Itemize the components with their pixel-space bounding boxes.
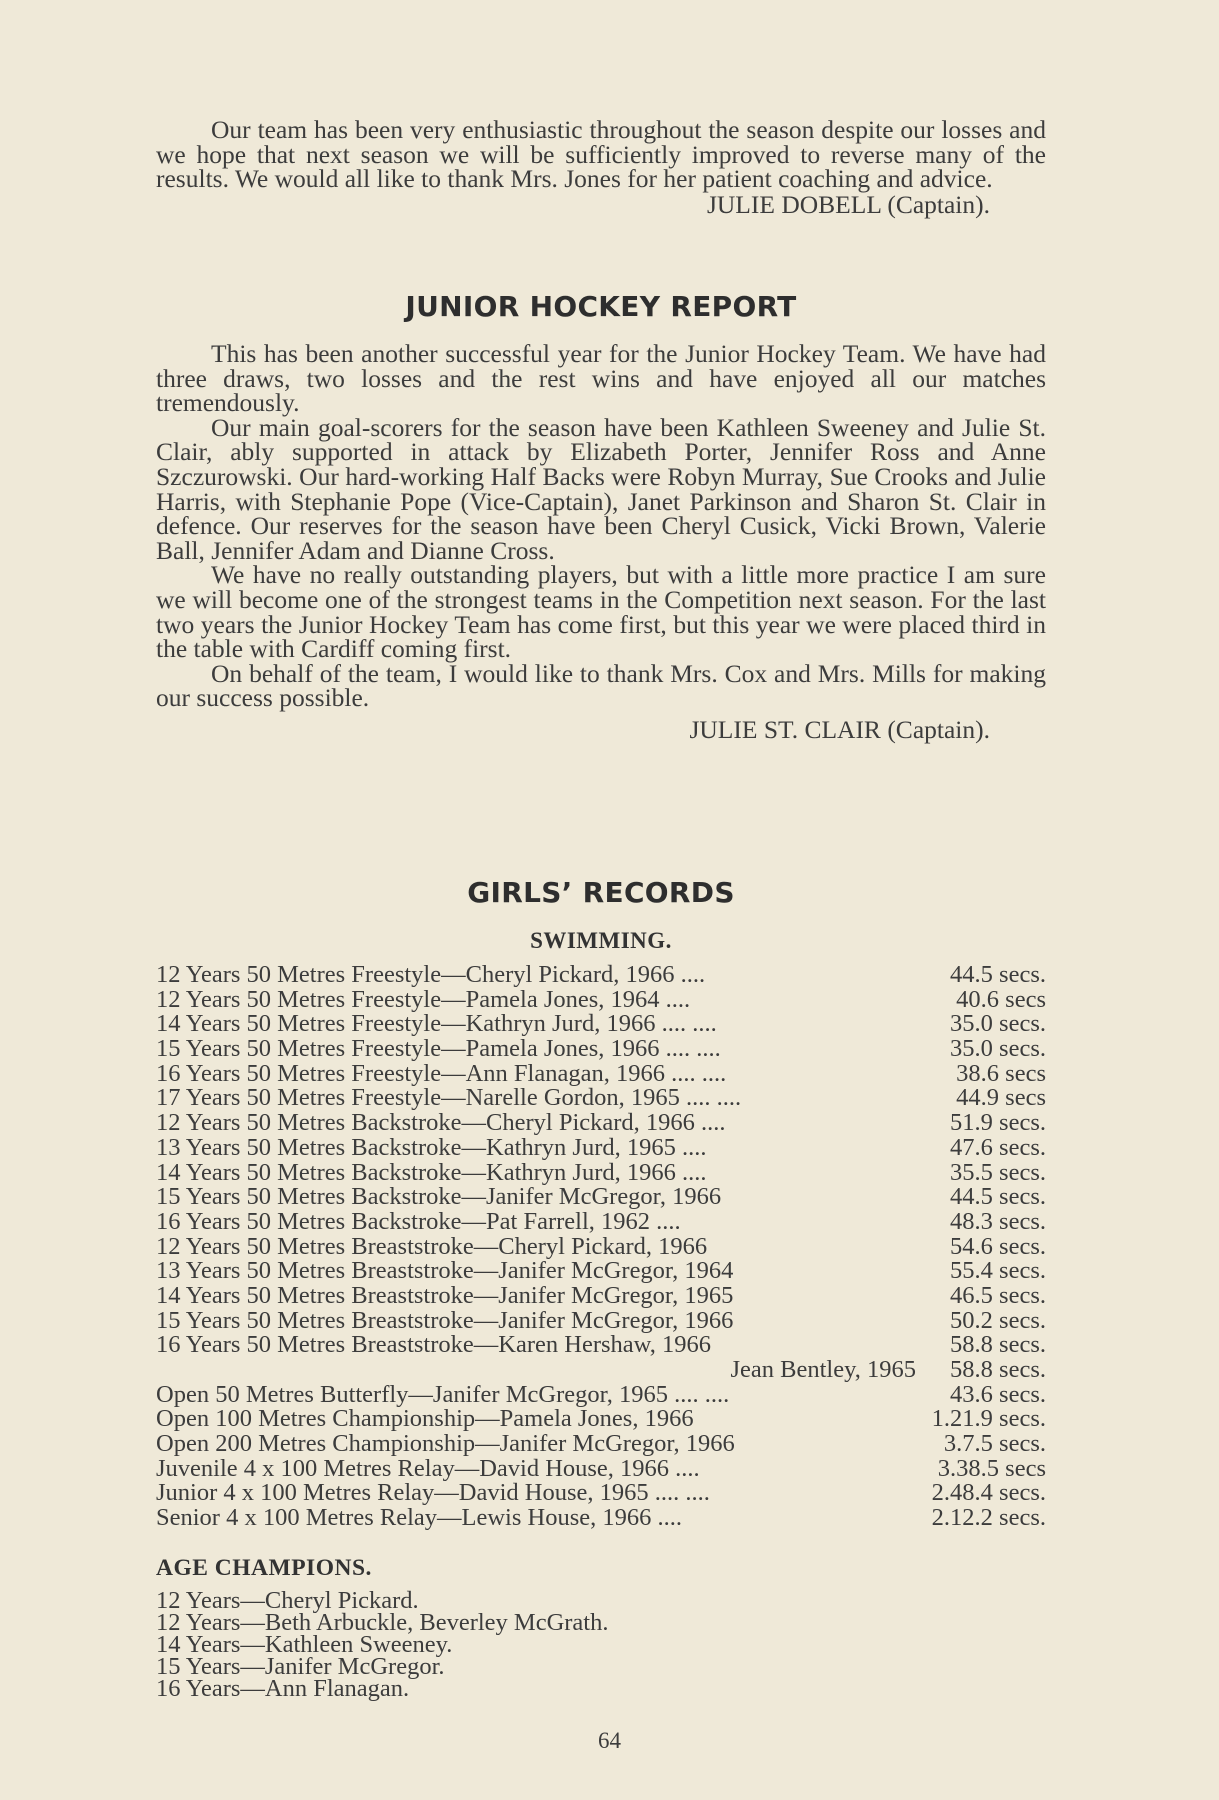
record-event: Jean Bentley, 1965 <box>730 1358 916 1383</box>
record-row <box>156 1432 1046 1457</box>
age-champion-item: 12 Years—Cheryl Pickard. <box>156 1587 419 1614</box>
record-event: 12 Years 50 Metres Freestyle—Cheryl Pickard, 1966 .... <box>156 963 706 988</box>
record-event: 17 Years 50 Metres Freestyle—Narelle Gordon, 1965 .... .... <box>156 1086 742 1112</box>
age-champions-list <box>156 1587 609 1702</box>
swimming-subtitle: SWIMMING. <box>530 928 672 953</box>
age-champions-title: AGE CHAMPIONS. <box>156 1555 372 1581</box>
record-row <box>156 1086 1046 1111</box>
record-row <box>156 1111 1046 1136</box>
record-event: 16 Years 50 Metres Backstroke—Pat Farrell, 1962 .... <box>156 1209 681 1235</box>
record-time: 2.12.2 secs. <box>931 1504 1046 1532</box>
record-event: 12 Years 50 Metres Freestyle—Pamela Jones, 1964 .... <box>156 987 691 1013</box>
record-event: 13 Years 50 Metres Backstroke—Kathryn Jurd, 1965 .... <box>156 1135 707 1161</box>
hockey-paragraph: Our main goal-scorers for the season have been Kathleen Sweeney and Julie St. Clair, ably supported in attack by Elizabeth Porter, Jennifer Ross and Anne Szczurowski. Our hard-working Half Backs were Robyn Murray, Sue Crooks and Julie Harris, with Stephanie Pope (Vice-Captain), Janet Parkinson and Sharon St. Clair in defence. Our reserves for the season have been Cheryl Cusick, Vicki Brown, Valerie Ball, Jennifer Adam and Dianne Cross. <box>156 412 1046 565</box>
record-event: 15 Years 50 Metres Freestyle—Pamela Jones, 1966 .... .... <box>156 1037 721 1062</box>
record-row <box>156 1158 1046 1186</box>
record-event: 12 Years 50 Metres Breaststroke—Cheryl Pickard, 1966 <box>156 1234 708 1260</box>
record-row <box>156 1454 1046 1482</box>
record-time: 38.6 secs <box>956 1059 1046 1087</box>
record-time: 48.3 secs. <box>950 1207 1046 1235</box>
record-time: 54.6 secs. <box>950 1232 1046 1260</box>
record-row <box>156 1059 1046 1087</box>
age-champion-item: 15 Years—Janifer McGregor. <box>156 1653 445 1680</box>
record-event: 15 Years 50 Metres Backstroke—Janifer McGregor, 1966 <box>156 1185 722 1210</box>
record-event: 14 Years 50 Metres Freestyle—Kathryn Jurd, 1966 .... .... <box>156 1012 717 1038</box>
hockey-paragraph: We have no really outstanding players, but with a little more practice I am sure we will become one of the strongest teams in the Competition next season. For the last two years the Junior Hockey Team has come first, but this year we were placed third in the table with Cardiff coming first. <box>156 560 1046 664</box>
record-event: Junior 4 x 100 Metres Relay—David House, 1965 .... .... <box>156 1481 710 1507</box>
record-event: 16 Years 50 Metres Freestyle—Ann Flanagan, 1966 .... .... <box>156 1061 727 1087</box>
record-time: 58.8 secs. <box>950 1356 1046 1383</box>
record-time: 44.9 secs <box>956 1084 1046 1112</box>
record-event: 14 Years 50 Metres Breaststroke—Janifer McGregor, 1965 <box>156 1283 734 1309</box>
record-row <box>156 1306 1046 1334</box>
record-time: 58.8 secs. <box>950 1331 1046 1359</box>
record-time: 55.4 secs. <box>950 1257 1046 1285</box>
record-time: 47.6 secs. <box>950 1133 1046 1161</box>
age-champion-item: 16 Years—Ann Flanagan. <box>156 1675 410 1702</box>
record-time: 1.21.9 secs. <box>931 1405 1046 1433</box>
record-time: 35.5 secs. <box>950 1158 1046 1186</box>
record-time: 44.5 secs. <box>950 1183 1046 1211</box>
hockey-paragraph: On behalf of the team, I would like to thank Mrs. Cox and Mrs. Mills for making our success possible. <box>156 658 1046 713</box>
record-event: 14 Years 50 Metres Backstroke—Kathryn Jurd, 1966 .... <box>156 1160 707 1186</box>
record-row <box>156 1481 1046 1506</box>
record-event: 13 Years 50 Metres Breaststroke—Janifer McGregor, 1964 <box>156 1259 734 1284</box>
record-row <box>156 1358 1046 1383</box>
record-time: 46.5 secs. <box>950 1281 1046 1309</box>
record-row <box>156 1259 1046 1284</box>
netball-report-closing <box>156 115 1046 219</box>
netball-captain-signature: JULIE DOBELL (Captain). <box>706 189 990 219</box>
record-row <box>156 1281 1046 1309</box>
record-event: Open 200 Metres Championship—Janifer McGregor, 1966 <box>156 1432 735 1457</box>
record-event: Senior 4 x 100 Metres Relay—Lewis House, 1966 .... <box>156 1506 682 1531</box>
junior-hockey-report <box>156 339 1046 744</box>
girls-records-title: GIRLS’ RECORDS <box>467 876 735 909</box>
record-event: 16 Years 50 Metres Breaststroke—Karen Hershaw, 1966 <box>156 1333 711 1359</box>
age-champion-item: 14 Years—Kathleen Sweeney. <box>156 1631 453 1658</box>
record-row <box>156 1232 1046 1260</box>
record-time: 44.5 secs. <box>950 961 1046 988</box>
page-number: 64 <box>598 1728 621 1753</box>
record-time: 3.7.5 secs. <box>943 1430 1046 1458</box>
age-champion-item: 12 Years—Beth Arbuckle, Beverley McGrath. <box>156 1609 609 1636</box>
record-time: 51.9 secs. <box>950 1109 1046 1137</box>
junior-hockey-title: JUNIOR HOCKEY REPORT <box>405 290 797 323</box>
record-row <box>156 1333 1046 1358</box>
record-row <box>156 1207 1046 1235</box>
record-time: 43.6 secs. <box>950 1380 1046 1408</box>
record-row <box>156 963 1046 988</box>
record-row <box>156 1185 1046 1210</box>
swimming-records-list <box>156 963 1046 1531</box>
record-event: 12 Years 50 Metres Backstroke—Cheryl Pickard, 1966 .... <box>156 1111 726 1136</box>
record-event: Open 100 Metres Championship—Pamela Jones, 1966 <box>156 1407 694 1433</box>
netball-closing-paragraph: Our team has been very enthusiastic throughout the season despite our losses and we hope that next season we will be sufficiently improved to reverse many of the results. We would all like to thank Mrs. Jones for her patient coaching and advice. <box>156 115 1046 194</box>
record-event: Open 50 Metres Butterfly—Janifer McGregor, 1965 .... .... <box>156 1382 730 1408</box>
record-row <box>156 1380 1046 1408</box>
record-time: 35.0 secs. <box>950 1010 1046 1038</box>
record-row <box>156 985 1046 1013</box>
record-row <box>156 1133 1046 1161</box>
record-row <box>156 1037 1046 1062</box>
record-time: 3.38.5 secs <box>937 1454 1046 1482</box>
record-time: 35.0 secs. <box>950 1035 1046 1063</box>
record-row <box>156 1407 1046 1432</box>
record-time: 40.6 secs <box>956 985 1046 1013</box>
record-event: Juvenile 4 x 100 Metres Relay—David House, 1966 .... <box>156 1456 700 1482</box>
hockey-paragraph: This has been another successful year for the Junior Hockey Team. We have had three draws, two losses and the rest wins and have enjoyed all our matches tremendously. <box>156 339 1046 418</box>
hockey-captain-signature: JULIE ST. CLAIR (Captain). <box>689 714 990 744</box>
record-row <box>156 1506 1046 1531</box>
record-row <box>156 1012 1046 1037</box>
record-event: 15 Years 50 Metres Breaststroke—Janifer McGregor, 1966 <box>156 1308 734 1334</box>
record-time: 2.48.4 secs. <box>931 1479 1046 1507</box>
record-time: 50.2 secs. <box>950 1306 1046 1334</box>
